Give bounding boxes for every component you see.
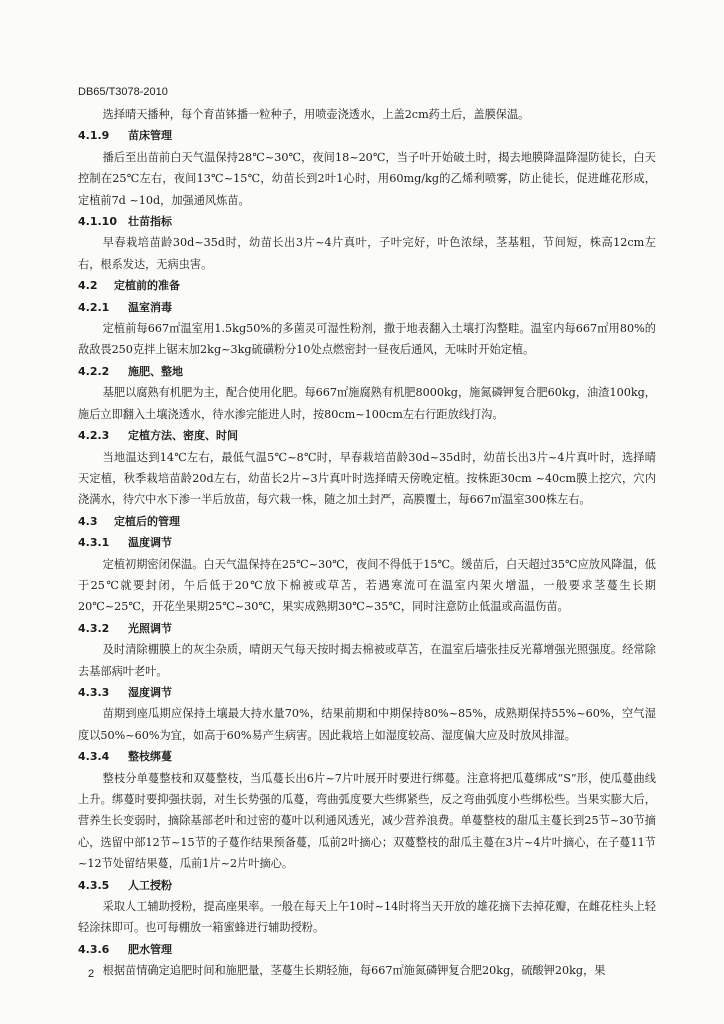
paragraph: 定植初期密闭保温。白天气温保持在25℃~30℃，夜间不得低于15℃。缓苗后，白天超过35℃应放风降温，低于25℃就要封闭，午后低于20℃放下棉被或草苫，若遇寒流可在温室内架火增温，一般要求茎蔓生长期20℃~25℃，开花坐果期25℃~30℃，果实成熟期30℃~35℃，同时注意防止低温或高温伤苗。	[78, 557, 656, 614]
section-number: 4.3.6	[78, 942, 110, 956]
section-number: 4.1.10	[78, 215, 117, 229]
page-number: 2	[88, 968, 95, 980]
section-number: 4.2.2	[78, 364, 110, 378]
section-title: 肥水管理	[128, 942, 172, 956]
paragraph: 及时清除棚膜上的灰尘杂质，晴朗天气每天按时揭去棉被或草苫，在温室后墙张挂反光幕增强光照强度。经常除去基部病叶老叶。	[78, 643, 656, 678]
section-heading	[78, 275, 656, 296]
paragraph: 当地温达到14℃左右，最低气温5℃~8℃时，早春栽培苗龄30d~35d时，幼苗长出3片~4片真叶时，选择晴天定植，秋季栽培苗龄20d左右，幼苗长2片~3片真叶时选择晴天傍晚定植。按株距30cm ~40cm膜上挖穴，穴内浇满水，待穴中水下渗一半后放苗，每穴栽一株，随之加土封严，高膜覆土，每667㎡温室300株左右。	[78, 450, 656, 507]
section-heading	[78, 125, 656, 146]
section-title: 定植后的管理	[114, 514, 180, 528]
section-heading	[78, 511, 656, 532]
paragraph: 早春栽培苗龄30d~35d时，幼苗长出3片~4片真叶，子叶完好，叶色浓绿，茎基粗，节间短，株高12cm左右，根系发达，无病虫害。	[78, 236, 656, 271]
section-number: 4.3.4	[78, 750, 110, 764]
section-number: 4.2	[78, 279, 98, 293]
section-title: 湿度调节	[128, 685, 172, 699]
section-number: 4.2.3	[78, 429, 110, 443]
paragraph: 根据苗情确定追肥时间和施肥量，茎蔓生长期轻施，每667㎡施氮磷钾复合肥20kg，硫酸钾20kg，果	[102, 964, 606, 978]
document-code: DB65/T3078-2010	[78, 86, 168, 98]
section-title: 温室消毒	[128, 300, 172, 314]
section-number: 4.3	[78, 514, 98, 528]
section-number: 4.1.9	[78, 129, 110, 143]
section-title: 壮苗指标	[128, 215, 172, 229]
section-heading	[78, 746, 656, 767]
paragraph: 播后至出苗前白天气温保持28℃~30℃，夜间18~20℃，当子叶开始破土时，揭去地膜降温降湿防徒长，白天控制在25℃左右，夜间13℃~15℃，幼苗长到2叶1心时，用60mg/kg的乙烯利喷雾，防止徒长，促进雌花形成，定植前7d ~10d，加强通风炼苗。	[78, 150, 656, 207]
section-heading	[78, 618, 656, 639]
section-heading	[78, 361, 656, 382]
paragraph: 定植前每667㎡温室用1.5kg50%的多菌灵可湿性粉剂，撒于地表翻入土壤打沟整畦。温室内每667㎡用80%的敌敌畏250克拌上锯末加2kg~3kg硫磺粉分10处点燃密封一昼夜后通风，无味时开始定植。	[78, 322, 656, 357]
section-title: 温度调节	[128, 536, 172, 550]
section-title: 苗床管理	[128, 129, 172, 143]
section-number: 4.3.5	[78, 878, 110, 892]
section-title: 施肥、整地	[128, 364, 183, 378]
section-heading	[78, 939, 656, 960]
section-number: 4.3.1	[78, 536, 110, 550]
section-number: 4.3.2	[78, 621, 110, 635]
section-heading	[78, 211, 656, 232]
paragraph: 选择晴天播种，每个育苗钵播一粒种子，用喷壶浇透水，上盖2cm药土后，盖膜保温。	[102, 108, 530, 121]
section-number: 4.2.1	[78, 300, 110, 314]
paragraph: 基肥以腐熟有机肥为主，配合使用化肥。每667㎡施腐熟有机肥8000kg，施氮磷钾复合肥60kg，油渣100kg，施后立即翻入土壤浇透水，待水渗完能进人时，按80cm~100cm左右行距放线打沟。	[78, 386, 656, 421]
section-heading	[78, 875, 656, 896]
section-heading	[78, 532, 656, 553]
section-title: 人工授粉	[128, 878, 172, 892]
section-heading	[78, 682, 656, 703]
document-body	[78, 104, 656, 982]
section-title: 定植方法、密度、时间	[128, 429, 238, 443]
section-heading	[78, 297, 656, 318]
section-number: 4.3.3	[78, 685, 110, 699]
section-title: 定植前的准备	[114, 279, 180, 293]
paragraph: 整枝分单蔓整枝和双蔓整枝，当瓜蔓长出6片~7片叶展开时要进行绑蔓。注意将把瓜蔓绑成“S”形，使瓜蔓曲线上升。绑蔓时要抑强扶弱，对生长势强的瓜蔓，弯曲弧度要大些绑紧些，反之弯曲弧度小些绑松些。当果实膨大后，营养生长变弱时，摘除基部老叶和过密的蔓叶以利通风透光，减少营养浪费。单蔓整枝的甜瓜主蔓长到25节~30节摘心，选留中部12节~15节的子蔓作结果预备蔓，瓜前2叶摘心；双蔓整枝的甜瓜主蔓在3片~4片叶摘心，在子蔓11节~12节处留结果蔓，瓜前1片~2片叶摘心。	[78, 771, 656, 871]
paragraph: 采取人工辅助授粉，提高座果率。一般在每天上午10时~14时将当天开放的雄花摘下去掉花瓣，在雌花柱头上轻轻涂抹即可。也可每棚放一箱蜜蜂进行辅助授粉。	[78, 900, 656, 935]
section-title: 整枝绑蔓	[128, 750, 172, 764]
section-title: 光照调节	[128, 621, 172, 635]
paragraph: 苗期到座瓜期应保持土壤最大持水量70%，结果前期和中期保持80%~85%，成熟期保持55%~60%，空气湿度以50%~60%为宜，如高于60%易产生病害。因此栽培上如湿度较高、湿度偏大应及时放风排湿。	[78, 707, 656, 742]
section-heading	[78, 425, 656, 446]
